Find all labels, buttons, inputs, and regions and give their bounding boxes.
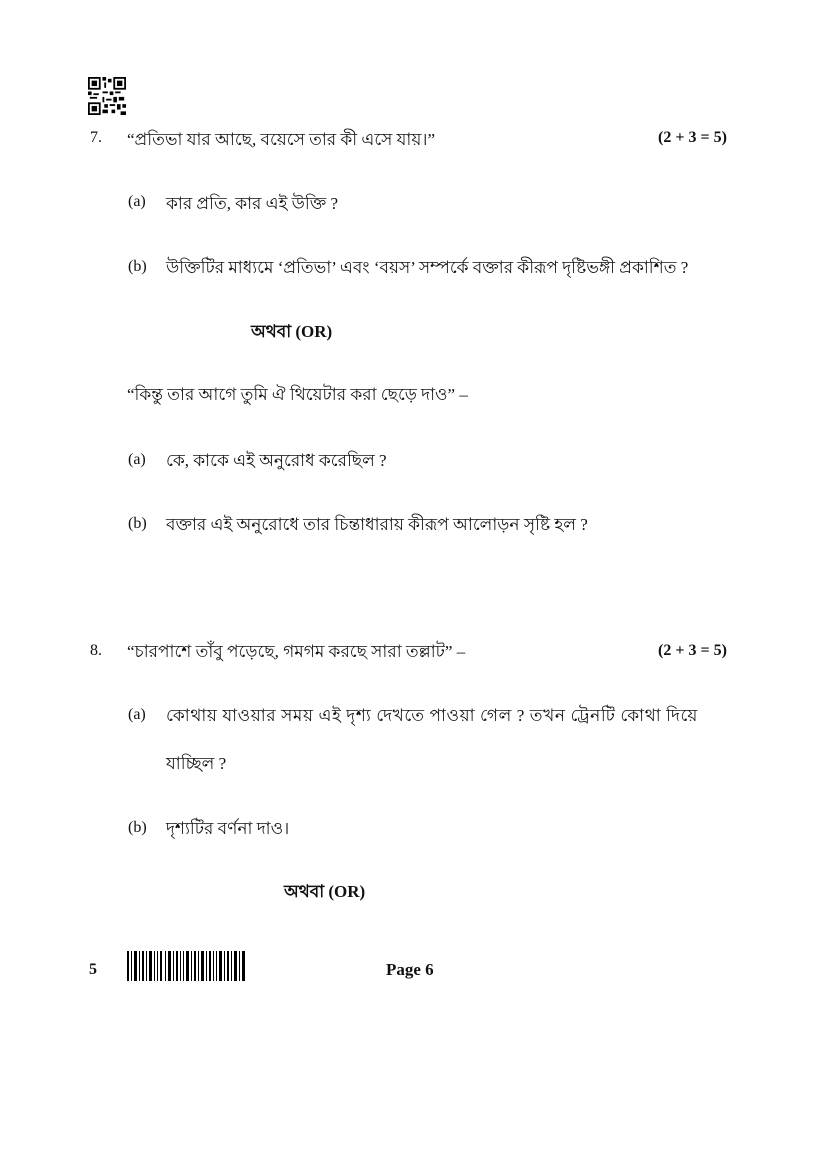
qr-code-icon (88, 77, 126, 115)
or-separator: অথবা (OR) (284, 882, 366, 901)
marks-label: (2 + 3 = 5) (658, 129, 727, 146)
barcode-icon (127, 951, 245, 981)
sub-question-text-continued: যাচ্ছিল ? (166, 754, 227, 773)
sub-question-label: (b) (128, 819, 147, 836)
question-number: 7. (90, 129, 102, 146)
question-quote: “প্রতিভা যার আছে, বয়েসে তার কী এসে যায়।” (127, 130, 436, 149)
sub-question-label: (a) (128, 193, 146, 210)
sub-question-text: দৃশ্যটির বর্ণনা দাও। (166, 819, 290, 838)
sub-question-text: বক্তার এই অনুরোধে তার চিন্তাধারায় কীরূপ আলোড়ন সৃষ্টি হল ? (166, 515, 588, 534)
question-quote: “চারপাশে তাঁবু পড়েছে, গমগম করছে সারা তল্লাট” – (127, 642, 466, 661)
alternative-quote: “কিন্তু তার আগে তুমি ঐ থিয়েটার করা ছেড়ে দাও” – (127, 385, 468, 404)
sub-question-label: (b) (128, 515, 147, 532)
sub-question-text: কে, কাকে এই অনুরোধ করেছিল ? (166, 451, 387, 470)
paper-code: 5 (89, 961, 97, 978)
sub-question-label: (a) (128, 706, 146, 723)
or-separator: অথবা (OR) (251, 322, 333, 341)
sub-question-label: (b) (128, 258, 147, 275)
sub-question-text: কার প্রতি, কার এই উক্তি ? (166, 194, 339, 213)
question-number: 8. (90, 642, 102, 659)
sub-question-text: উক্তিটির মাধ্যমে ‘প্রতিভা’ এবং ‘বয়স’ সম্পর্কে বক্তার কীরূপ দৃষ্টিভঙ্গী প্রকাশিত ? (166, 258, 689, 277)
marks-label: (2 + 3 = 5) (658, 642, 727, 659)
sub-question-label: (a) (128, 451, 146, 468)
page-number: Page 6 (386, 960, 434, 979)
sub-question-text: কোথায় যাওয়ার সময় এই দৃশ্য দেখতে পাওয়া গেল ? তখন ট্রেনটি কোথা দিয়ে (166, 706, 698, 725)
